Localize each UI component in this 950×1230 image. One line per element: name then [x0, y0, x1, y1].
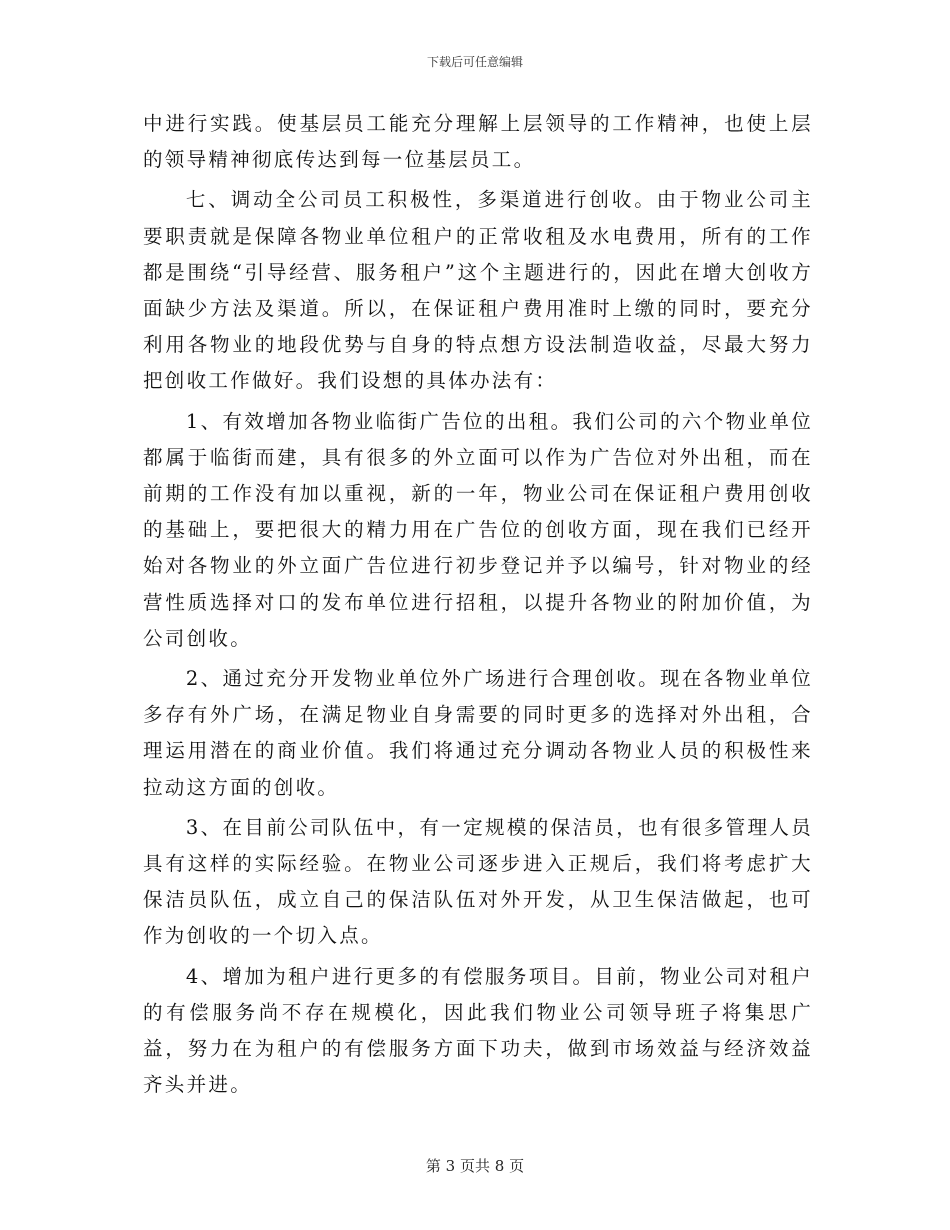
paragraph-item-3: 3、在目前公司队伍中，有一定规模的保洁员，也有很多管理人员具有这样的实际经验。在物业公司逐步进入正规后，我们将考虑扩大保洁员队伍，成立自己的保洁队伍对外开发，从卫生保洁做起，也可作为创收的一个切入点。 [143, 815, 813, 948]
paragraph-section-seven: 七、调动全公司员工积极性，多渠道进行创收。由于物业公司主要职责就是保障各物业单位租户的正常收租及水电费用，所有的工作都是围绕“引导经营、服务租户”这个主题进行的，因此在增大创收方面缺少方法及渠道。所以，在保证租户费用准时上缴的同时，要充分利用各物业的地段优势与自身的特点想方设法制造收益，尽最大努力把创收工作做好。我们设想的具体办法有： [143, 188, 813, 393]
document-body [143, 106, 813, 1107]
paragraph-item-2: 2、通过充分开发物业单位外广场进行合理创收。现在各物业单位多存有外广场，在满足物业自身需要的同时更多的选择对外出租，合理运用潜在的商业价值。我们将通过充分调动各物业人员的积极性来拉动这方面的创收。 [143, 667, 813, 799]
page-number: 第 3 页共 8 页 [425, 1157, 525, 1175]
paragraph-item-4: 4、增加为租户进行更多的有偿服务项目。目前，物业公司对租户的有偿服务尚不存在规模化，因此我们物业公司领导班子将集思广益，努力在为租户的有偿服务方面下功夫，做到市场效益与经济效益齐头并进。 [143, 964, 813, 1097]
paragraph-continuation: 中进行实践。使基层员工能充分理解上层领导的工作精神，也使上层的领导精神彻底传达到每一位基层员工。 [143, 112, 813, 172]
page-header-note: 下载后可任意编辑 [426, 55, 523, 69]
paragraph-item-1: 1、有效增加各物业临街广告位的出租。我们公司的六个物业单位都属于临街而建，具有很多的外立面可以作为广告位对外出租，而在前期的工作没有加以重视，新的一年，物业公司在保证租户费用创收的基础上，要把很大的精力用在广告位的创收方面，现在我们已经开始对各物业的外立面广告位进行初步登记并予以编号，针对物业的经营性质选择对口的发布单位进行招租，以提升各物业的附加价值，为公司创收。 [143, 409, 813, 650]
